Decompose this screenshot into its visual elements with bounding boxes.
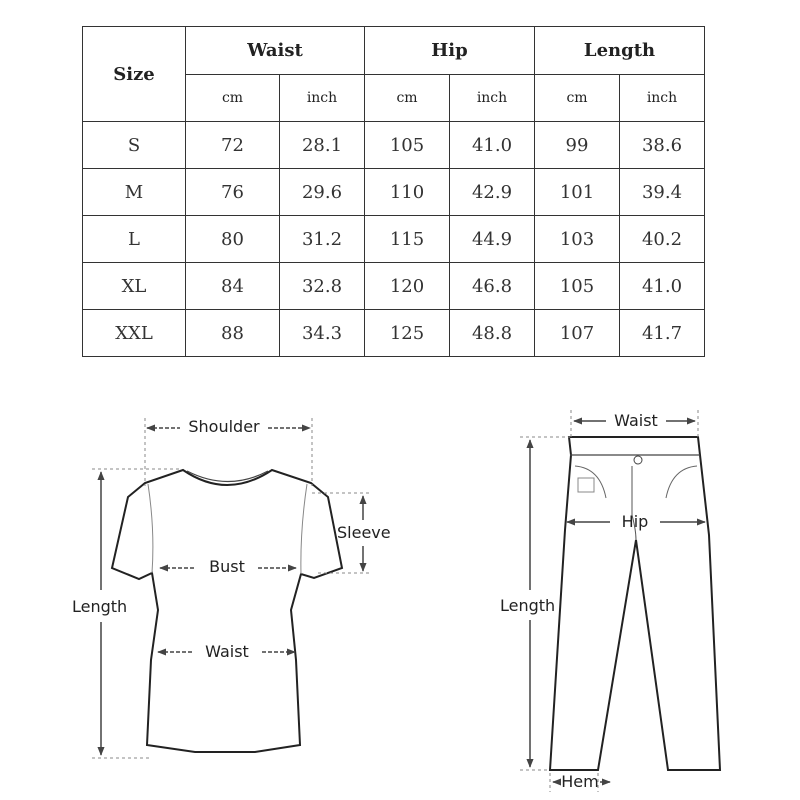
waist-label: Waist [205,642,249,661]
table-cell: 41.7 [620,310,705,357]
table-cell: 32.8 [280,263,365,310]
pocket-icon [575,466,606,498]
pants-diagram [490,400,790,800]
table-row [83,310,705,357]
table-cell: 46.8 [450,263,535,310]
table-cell: 105 [365,122,450,169]
waist-group-header: Waist [186,27,365,75]
table-cell: 29.6 [280,169,365,216]
shoulder-label: Shoulder [188,417,260,436]
table-cell: 41.0 [620,263,705,310]
tshirt-outline [112,470,342,752]
table-row [83,122,705,169]
unit-header: cm [365,75,450,122]
table-cell: 120 [365,263,450,310]
unit-header: cm [535,75,620,122]
table-cell: 48.8 [450,310,535,357]
unit-header: inch [450,75,535,122]
size-header: Size [83,27,186,122]
table-cell: 34.3 [280,310,365,357]
table-cell: 76 [186,169,280,216]
table-cell: 84 [186,263,280,310]
table-row [83,169,705,216]
table-cell: 105 [535,263,620,310]
table-row [83,216,705,263]
table-cell: 88 [186,310,280,357]
table-cell: 40.2 [620,216,705,263]
table-cell: 115 [365,216,450,263]
size-cell: M [83,169,186,216]
pocket-icon [578,478,594,492]
table-cell: 42.9 [450,169,535,216]
table-cell: 125 [365,310,450,357]
hip-label: Hip [621,512,649,531]
size-cell: S [83,122,186,169]
table-cell: 41.0 [450,122,535,169]
table-cell: 28.1 [280,122,365,169]
pocket-icon [666,466,697,498]
waist-label: Waist [614,411,658,430]
sleeve-label: Sleeve [337,523,391,542]
table-cell: 38.6 [620,122,705,169]
hip-group-header: Hip [365,27,535,75]
length-label: Length [500,596,556,615]
table-cell: 103 [535,216,620,263]
bust-label: Bust [209,557,245,576]
table-cell: 101 [535,169,620,216]
tshirt-diagram [0,400,420,800]
size-cell: XL [83,263,186,310]
button-icon [634,456,642,464]
unit-header: cm [186,75,280,122]
table-cell: 31.2 [280,216,365,263]
length-label: Length [72,597,128,616]
hem-label: Hem [561,772,599,791]
table-cell: 39.4 [620,169,705,216]
pants-outline [550,437,720,770]
size-chart-table [82,26,705,357]
table-cell: 44.9 [450,216,535,263]
size-cell: L [83,216,186,263]
unit-header: inch [280,75,365,122]
table-cell: 107 [535,310,620,357]
table-cell: 110 [365,169,450,216]
sleeve-seam [301,484,307,574]
table-cell: 99 [535,122,620,169]
table-cell: 80 [186,216,280,263]
table-cell: 72 [186,122,280,169]
table-row [83,263,705,310]
unit-header: inch [620,75,705,122]
size-cell: XXL [83,310,186,357]
sleeve-seam [148,484,153,573]
length-group-header: Length [535,27,705,75]
